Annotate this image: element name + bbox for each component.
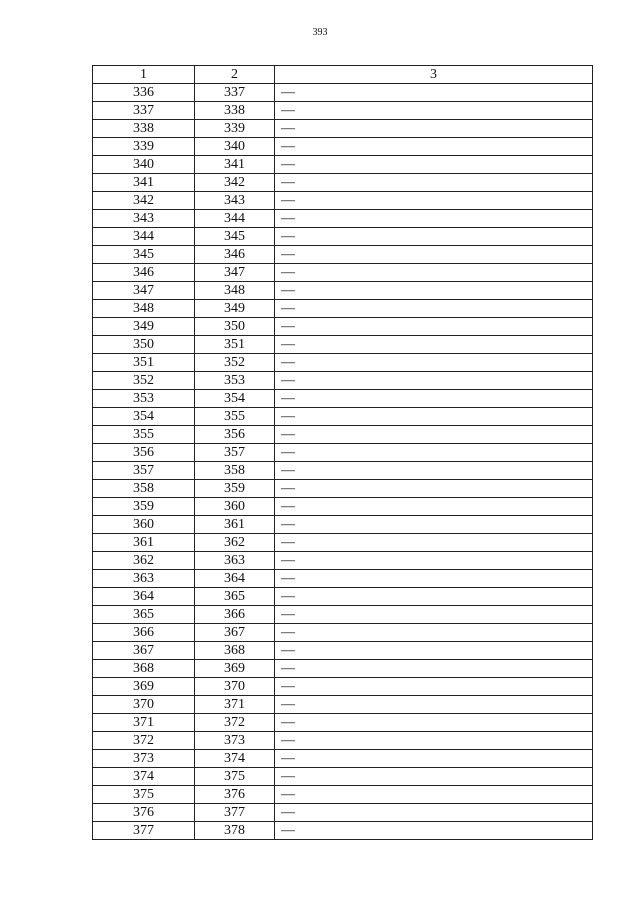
table-row xyxy=(93,210,593,228)
table-cell-col2: 342 xyxy=(195,174,275,192)
table-cell-col1: 376 xyxy=(93,804,195,822)
table-cell-col1: 348 xyxy=(93,300,195,318)
table-row xyxy=(93,102,593,120)
table-cell-col3: — xyxy=(275,822,593,840)
table-cell-col1: 371 xyxy=(93,714,195,732)
table-cell-col2: 365 xyxy=(195,588,275,606)
page-number: 393 xyxy=(312,27,328,38)
table-cell-col3: — xyxy=(275,192,593,210)
table-cell-col1: 354 xyxy=(93,408,195,426)
table-cell-col3: — xyxy=(275,390,593,408)
table-cell-col1: 355 xyxy=(93,426,195,444)
table-header-row xyxy=(93,66,593,84)
table-row xyxy=(93,732,593,750)
table-cell-col2: 374 xyxy=(195,750,275,768)
table-cell-col2: 360 xyxy=(195,498,275,516)
table-cell-col1: 361 xyxy=(93,534,195,552)
table-row xyxy=(93,426,593,444)
table-cell-col1: 345 xyxy=(93,246,195,264)
table-row xyxy=(93,264,593,282)
table-cell-col1: 364 xyxy=(93,588,195,606)
table-cell-col3: — xyxy=(275,516,593,534)
table-cell-col2: 372 xyxy=(195,714,275,732)
table-cell-col2: 352 xyxy=(195,354,275,372)
table-cell-col2: 346 xyxy=(195,246,275,264)
table-row xyxy=(93,156,593,174)
column-header-3: 3 xyxy=(275,66,593,84)
table-row xyxy=(93,786,593,804)
table-row xyxy=(93,228,593,246)
table-cell-col3: — xyxy=(275,174,593,192)
table-cell-col1: 351 xyxy=(93,354,195,372)
table-cell-col1: 360 xyxy=(93,516,195,534)
table-cell-col1: 343 xyxy=(93,210,195,228)
table-cell-col2: 353 xyxy=(195,372,275,390)
table-cell-col3: — xyxy=(275,732,593,750)
table-row xyxy=(93,714,593,732)
table-row xyxy=(93,282,593,300)
table-cell-col2: 367 xyxy=(195,624,275,642)
table-cell-col3: — xyxy=(275,462,593,480)
table-cell-col2: 375 xyxy=(195,768,275,786)
table-row xyxy=(93,372,593,390)
column-header-1: 1 xyxy=(93,66,195,84)
table-cell-col2: 369 xyxy=(195,660,275,678)
table-cell-col2: 376 xyxy=(195,786,275,804)
table-cell-col2: 378 xyxy=(195,822,275,840)
table-cell-col2: 371 xyxy=(195,696,275,714)
table-row xyxy=(93,498,593,516)
table-row xyxy=(93,534,593,552)
table-cell-col2: 370 xyxy=(195,678,275,696)
table-cell-col2: 343 xyxy=(195,192,275,210)
table-cell-col2: 345 xyxy=(195,228,275,246)
table-cell-col1: 338 xyxy=(93,120,195,138)
table-row xyxy=(93,642,593,660)
table-cell-col3: — xyxy=(275,84,593,102)
table-row xyxy=(93,822,593,840)
table-cell-col2: 338 xyxy=(195,102,275,120)
table-cell-col2: 362 xyxy=(195,534,275,552)
table-cell-col2: 355 xyxy=(195,408,275,426)
table-cell-col2: 349 xyxy=(195,300,275,318)
table-cell-col3: — xyxy=(275,138,593,156)
table-cell-col1: 370 xyxy=(93,696,195,714)
data-table xyxy=(92,65,593,840)
table-cell-col3: — xyxy=(275,750,593,768)
table-cell-col1: 344 xyxy=(93,228,195,246)
table-row xyxy=(93,390,593,408)
table-cell-col2: 354 xyxy=(195,390,275,408)
table-row xyxy=(93,354,593,372)
table-cell-col3: — xyxy=(275,570,593,588)
table-cell-col2: 361 xyxy=(195,516,275,534)
table-row xyxy=(93,138,593,156)
table-cell-col3: — xyxy=(275,102,593,120)
table-cell-col3: — xyxy=(275,300,593,318)
table-cell-col2: 373 xyxy=(195,732,275,750)
table-cell-col1: 365 xyxy=(93,606,195,624)
table-cell-col2: 368 xyxy=(195,642,275,660)
table-cell-col1: 336 xyxy=(93,84,195,102)
table-cell-col1: 352 xyxy=(93,372,195,390)
table-row xyxy=(93,660,593,678)
table-cell-col3: — xyxy=(275,696,593,714)
table-row xyxy=(93,678,593,696)
table-cell-col1: 346 xyxy=(93,264,195,282)
table-cell-col2: 339 xyxy=(195,120,275,138)
table-cell-col1: 337 xyxy=(93,102,195,120)
table-cell-col1: 356 xyxy=(93,444,195,462)
table-cell-col2: 363 xyxy=(195,552,275,570)
table-cell-col3: — xyxy=(275,354,593,372)
table-cell-col3: — xyxy=(275,372,593,390)
table-cell-col2: 359 xyxy=(195,480,275,498)
table-cell-col2: 340 xyxy=(195,138,275,156)
table-cell-col3: — xyxy=(275,282,593,300)
table-cell-col3: — xyxy=(275,768,593,786)
table-cell-col1: 341 xyxy=(93,174,195,192)
table-row xyxy=(93,588,593,606)
table-cell-col2: 351 xyxy=(195,336,275,354)
table-cell-col1: 367 xyxy=(93,642,195,660)
table-cell-col1: 339 xyxy=(93,138,195,156)
table-row xyxy=(93,570,593,588)
table-cell-col1: 375 xyxy=(93,786,195,804)
table-cell-col3: — xyxy=(275,336,593,354)
table-cell-col3: — xyxy=(275,408,593,426)
table-row xyxy=(93,120,593,138)
table-cell-col2: 347 xyxy=(195,264,275,282)
table-row xyxy=(93,300,593,318)
table-cell-col1: 373 xyxy=(93,750,195,768)
table-cell-col2: 357 xyxy=(195,444,275,462)
table-cell-col2: 366 xyxy=(195,606,275,624)
table-row xyxy=(93,192,593,210)
table-cell-col1: 363 xyxy=(93,570,195,588)
table-cell-col2: 348 xyxy=(195,282,275,300)
table-row xyxy=(93,516,593,534)
table-cell-col1: 350 xyxy=(93,336,195,354)
table-cell-col1: 368 xyxy=(93,660,195,678)
table-body xyxy=(93,84,593,840)
table-row xyxy=(93,606,593,624)
table-cell-col1: 366 xyxy=(93,624,195,642)
table-row xyxy=(93,318,593,336)
table-cell-col3: — xyxy=(275,786,593,804)
table-cell-col3: — xyxy=(275,534,593,552)
table-row xyxy=(93,480,593,498)
table-cell-col3: — xyxy=(275,660,593,678)
table-cell-col3: — xyxy=(275,228,593,246)
table-row xyxy=(93,696,593,714)
table-cell-col1: 349 xyxy=(93,318,195,336)
table-cell-col3: — xyxy=(275,120,593,138)
table-cell-col3: — xyxy=(275,606,593,624)
table-cell-col1: 369 xyxy=(93,678,195,696)
table-cell-col3: — xyxy=(275,246,593,264)
table-cell-col3: — xyxy=(275,444,593,462)
table-cell-col3: — xyxy=(275,804,593,822)
table-cell-col3: — xyxy=(275,552,593,570)
table-row xyxy=(93,750,593,768)
table-row xyxy=(93,246,593,264)
table-cell-col3: — xyxy=(275,624,593,642)
table-cell-col3: — xyxy=(275,156,593,174)
table-cell-col3: — xyxy=(275,210,593,228)
table-cell-col3: — xyxy=(275,426,593,444)
table-cell-col1: 359 xyxy=(93,498,195,516)
table-cell-col3: — xyxy=(275,264,593,282)
table-cell-col2: 377 xyxy=(195,804,275,822)
table-cell-col1: 340 xyxy=(93,156,195,174)
table-row xyxy=(93,768,593,786)
table-row xyxy=(93,408,593,426)
table-cell-col2: 358 xyxy=(195,462,275,480)
table-cell-col1: 353 xyxy=(93,390,195,408)
table-row xyxy=(93,462,593,480)
table-row xyxy=(93,552,593,570)
table-cell-col3: — xyxy=(275,642,593,660)
table-cell-col3: — xyxy=(275,588,593,606)
table-cell-col1: 377 xyxy=(93,822,195,840)
table-cell-col3: — xyxy=(275,714,593,732)
table-cell-col1: 372 xyxy=(93,732,195,750)
table-cell-col3: — xyxy=(275,318,593,336)
table-cell-col1: 347 xyxy=(93,282,195,300)
table-row xyxy=(93,174,593,192)
table-cell-col3: — xyxy=(275,678,593,696)
table-row xyxy=(93,444,593,462)
table-cell-col1: 362 xyxy=(93,552,195,570)
table-row xyxy=(93,624,593,642)
table-row xyxy=(93,84,593,102)
table-cell-col1: 374 xyxy=(93,768,195,786)
table-cell-col2: 344 xyxy=(195,210,275,228)
table-cell-col2: 350 xyxy=(195,318,275,336)
table-cell-col1: 358 xyxy=(93,480,195,498)
table-row xyxy=(93,336,593,354)
table-cell-col3: — xyxy=(275,498,593,516)
table-cell-col2: 341 xyxy=(195,156,275,174)
table-cell-col2: 337 xyxy=(195,84,275,102)
table-cell-col2: 364 xyxy=(195,570,275,588)
table-row xyxy=(93,804,593,822)
table-cell-col2: 356 xyxy=(195,426,275,444)
column-header-2: 2 xyxy=(195,66,275,84)
table-cell-col1: 357 xyxy=(93,462,195,480)
table-cell-col1: 342 xyxy=(93,192,195,210)
table-cell-col3: — xyxy=(275,480,593,498)
